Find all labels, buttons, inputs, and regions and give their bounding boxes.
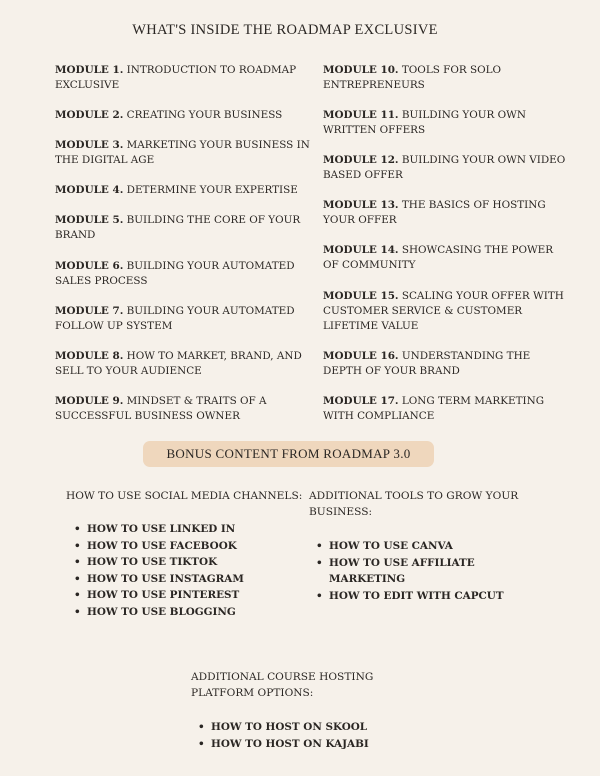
module-text: SHOWCASING THE POWER OF COMMUNITY <box>323 244 554 271</box>
module-item <box>55 108 310 123</box>
module-text: BUILDING YOUR AUTOMATED SALES PROCESS <box>55 260 295 287</box>
tools-list <box>316 538 516 604</box>
bonus-banner: BONUS CONTENT FROM ROADMAP 3.0 <box>143 441 434 467</box>
list-item: • HOW TO HOST ON SKOOL <box>198 719 418 736</box>
list-item: • HOW TO USE CANVA <box>316 538 516 555</box>
list-item: • HOW TO USE AFFILIATE MARKETING <box>316 555 516 588</box>
module-label: MODULE 11. <box>323 109 399 121</box>
module-text: HOW TO MARKET, BRAND, AND SELL TO YOUR AUDIENCE <box>55 350 302 377</box>
module-label: MODULE 3. <box>55 139 124 151</box>
page-title: WHAT'S INSIDE THE ROADMAP EXCLUSIVE <box>132 22 438 38</box>
module-item <box>323 153 568 183</box>
module-item <box>323 394 568 424</box>
module-label: MODULE 6. <box>55 260 124 272</box>
module-text: MARKETING YOUR BUSINESS IN THE DIGITAL AGE <box>55 139 310 166</box>
module-text: CREATING YOUR BUSINESS <box>126 109 283 121</box>
module-label: MODULE 9. <box>55 395 124 407</box>
module-label: MODULE 15. <box>323 290 399 302</box>
module-item <box>323 108 568 138</box>
list-item: • HOW TO USE FACEBOOK <box>74 538 294 555</box>
module-label: MODULE 2. <box>55 109 124 121</box>
list-item: • HOW TO USE BLOGGING <box>74 604 294 621</box>
module-label: MODULE 4. <box>55 184 124 196</box>
module-item <box>55 349 310 379</box>
list-item: • HOW TO USE LINKED IN <box>74 521 294 538</box>
module-text: THE BASICS OF HOSTING YOUR OFFER <box>323 199 546 226</box>
list-item: • HOW TO USE INSTAGRAM <box>74 571 294 588</box>
list-item: • HOW TO HOST ON KAJABI <box>198 736 418 753</box>
module-label: MODULE 8. <box>55 350 124 362</box>
module-label: MODULE 5. <box>55 214 124 226</box>
module-text: SCALING YOUR OFFER WITH CUSTOMER SERVICE & CUSTOMER LIFETIME VALUE <box>323 290 564 332</box>
module-text: MINDSET & TRAITS OF A SUCCESSFUL BUSINESS OWNER <box>55 395 267 422</box>
module-item <box>55 138 310 168</box>
module-text: LONG TERM MARKETING WITH COMPLIANCE <box>323 395 544 422</box>
module-label: MODULE 13. <box>323 199 399 211</box>
module-label: MODULE 14. <box>323 244 399 256</box>
hosting-heading: ADDITIONAL COURSE HOSTING PLATFORM OPTIONS: <box>191 671 374 699</box>
module-label: MODULE 17. <box>323 395 399 407</box>
list-item: • HOW TO USE PINTEREST <box>74 587 294 604</box>
module-text: BUILDING THE CORE OF YOUR BRAND <box>55 214 301 241</box>
module-item <box>55 213 310 243</box>
module-text: BUILDING YOUR OWN WRITTEN OFFERS <box>323 109 526 136</box>
module-label: MODULE 1. <box>55 64 124 76</box>
module-item <box>323 289 568 334</box>
list-item: • HOW TO EDIT WITH CAPCUT <box>316 588 516 605</box>
tools-heading: ADDITIONAL TOOLS TO GROW YOUR BUSINESS: <box>309 490 519 518</box>
module-label: MODULE 7. <box>55 305 124 317</box>
module-item <box>55 183 310 198</box>
module-label: MODULE 10. <box>323 64 399 76</box>
module-text: UNDERSTANDING THE DEPTH OF YOUR BRAND <box>323 350 531 377</box>
module-text: BUILDING YOUR AUTOMATED FOLLOW UP SYSTEM <box>55 305 295 332</box>
social-heading: HOW TO USE SOCIAL MEDIA CHANNELS: <box>66 490 303 502</box>
module-text: BUILDING YOUR OWN VIDEO BASED OFFER <box>323 154 566 181</box>
module-text: DETERMINE YOUR EXPERTISE <box>126 184 298 196</box>
module-text: INTRODUCTION TO ROADMAP EXCLUSIVE <box>55 64 297 91</box>
module-item <box>323 243 568 273</box>
module-label: MODULE 16. <box>323 350 399 362</box>
module-item <box>323 63 568 93</box>
module-item <box>55 304 310 334</box>
module-item <box>55 259 310 289</box>
module-label: MODULE 12. <box>323 154 399 166</box>
module-item <box>55 394 310 424</box>
list-item: • HOW TO USE TIKTOK <box>74 554 294 571</box>
module-text: TOOLS FOR SOLO ENTREPRENEURS <box>323 64 502 91</box>
module-item <box>323 198 568 228</box>
module-item <box>55 63 310 93</box>
module-item <box>323 349 568 379</box>
hosting-list <box>198 719 418 752</box>
social-list <box>74 521 294 621</box>
